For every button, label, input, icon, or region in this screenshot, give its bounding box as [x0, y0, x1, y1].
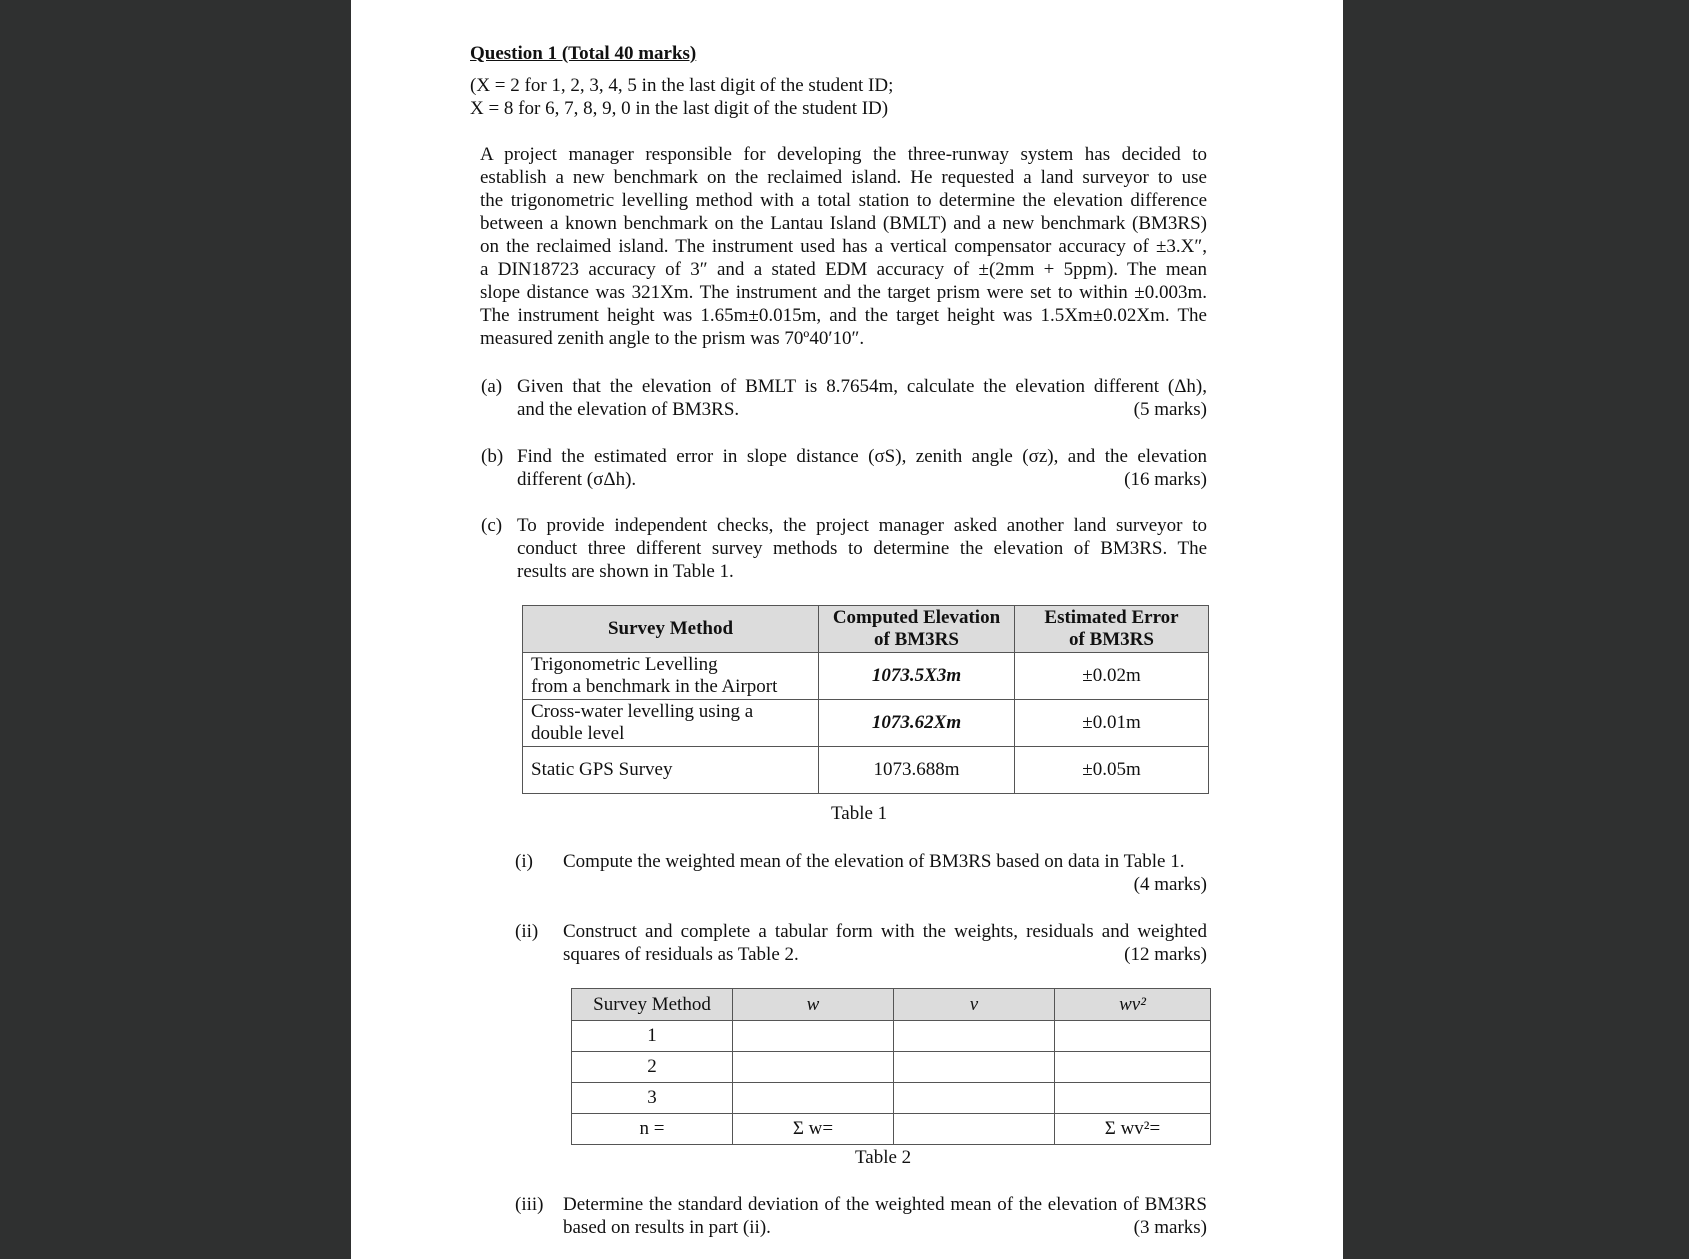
part-b-label: (b)	[481, 446, 504, 467]
table1-elevation-cell: 1073.62Xm	[819, 700, 1015, 747]
table-1	[522, 605, 1209, 794]
table2-cell	[733, 1021, 894, 1052]
table1-caption: Table 1	[831, 803, 888, 824]
table-2	[571, 988, 1211, 1145]
part-b-line: different (σΔh).	[517, 469, 637, 490]
method-line: Cross-water levelling using a	[531, 701, 754, 722]
intro-paragraph	[480, 143, 1207, 350]
x-rule-1: (X = 2 for 1, 2, 3, 4, 5 in the last digit of the student ID;	[470, 75, 894, 96]
part-a-marks: (5 marks)	[1133, 399, 1207, 420]
intro-line: the trigonometric levelling method with a total station to determine the elevation difference	[480, 190, 1207, 211]
table1-error-cell: ±0.01m	[1015, 700, 1209, 747]
method-line: double level	[531, 723, 625, 744]
table2-cell	[894, 1083, 1055, 1114]
table2-footer-sum-wv2: Σ wv²=	[1055, 1114, 1211, 1145]
table2-row-index: 2	[572, 1052, 733, 1083]
table-row	[572, 1083, 1211, 1114]
x-rule-2: X = 8 for 6, 7, 8, 9, 0 in the last digit of the student ID)	[470, 98, 889, 119]
table1-elevation-cell: 1073.688m	[819, 747, 1015, 794]
table2-row-index: 1	[572, 1021, 733, 1052]
intro-line: a DIN18723 accuracy of 3″ and a stated EDM accuracy of ±(2mm + 5ppm). The mean	[480, 259, 1207, 280]
table2-footer-empty	[894, 1114, 1055, 1145]
part-b-text	[517, 445, 1207, 491]
table2-header-wv2: wv²	[1055, 989, 1211, 1021]
table1-error-cell: ±0.02m	[1015, 653, 1209, 700]
sub-iii-text	[563, 1193, 1207, 1239]
table2-row-index: 3	[572, 1083, 733, 1114]
part-c-line: conduct three different survey methods to determine the elevation of BM3RS. The	[517, 538, 1207, 559]
part-c-label: (c)	[481, 515, 503, 536]
intro-line: establish a new benchmark on the reclaimed island. He requested a land surveyor to use	[480, 167, 1207, 188]
table-row	[523, 653, 1209, 700]
table1-header-error	[1015, 606, 1209, 653]
table2-cell	[1055, 1021, 1211, 1052]
table1-header-elevation-line2: of BM3RS	[874, 629, 959, 650]
sub-ii-marks: (12 marks)	[1124, 944, 1207, 965]
part-a-line: Given that the elevation of BMLT is 8.7654m, calculate the elevation different (Δh),	[517, 376, 1207, 397]
sub-ii-text	[563, 920, 1207, 966]
table1-method-cell	[523, 700, 819, 747]
table1-header-elevation-line1: Computed Elevation	[832, 607, 1001, 628]
method-line: from a benchmark in the Airport	[531, 676, 778, 697]
part-a-label: (a)	[481, 376, 503, 397]
sub-i-text: Compute the weighted mean of the elevation of BM3RS based on data in Table 1.	[563, 851, 1185, 872]
method-line: Trigonometric Levelling	[531, 654, 718, 675]
table-row	[572, 1052, 1211, 1083]
question-title: Question 1 (Total 40 marks)	[470, 43, 697, 64]
part-c-line: To provide independent checks, the project manager asked another land surveyor to	[517, 515, 1207, 536]
table2-cell	[1055, 1052, 1211, 1083]
table1-method-cell	[523, 747, 819, 794]
method-line: Static GPS Survey	[531, 759, 673, 780]
sub-ii-line: Construct and complete a tabular form with the weights, residuals and weighted	[563, 921, 1207, 942]
table-row	[523, 700, 1209, 747]
sub-iii-label: (iii)	[515, 1194, 544, 1215]
intro-line: on the reclaimed island. The instrument used has a vertical compensator accuracy of ±3.X″,	[480, 236, 1207, 257]
table2-cell	[894, 1021, 1055, 1052]
part-c-line: results are shown in Table 1.	[517, 561, 734, 582]
sub-iii-line: based on results in part (ii).	[563, 1217, 771, 1238]
table2-cell	[894, 1052, 1055, 1083]
part-a-text	[517, 375, 1207, 421]
table-row	[523, 747, 1209, 794]
part-c-text	[517, 514, 1207, 583]
table2-header-method: Survey Method	[572, 989, 733, 1021]
intro-line: between a known benchmark on the Lantau Island (BMLT) and a new benchmark (BM3RS)	[480, 213, 1207, 234]
table1-header-error-line1: Estimated Error	[1044, 607, 1179, 628]
intro-line: The instrument height was 1.65m±0.015m, and the target height was 1.5Xm±0.02Xm. The	[480, 305, 1207, 326]
table1-header-error-line2: of BM3RS	[1069, 629, 1154, 650]
table2-footer-sum-w: Σ w=	[733, 1114, 894, 1145]
part-b-marks: (16 marks)	[1124, 469, 1207, 490]
table-row	[572, 1021, 1211, 1052]
table1-header-method: Survey Method	[523, 606, 819, 653]
intro-line: slope distance was 321Xm. The instrument and the target prism were set to within ±0.003m.	[480, 282, 1207, 303]
table2-caption: Table 2	[855, 1147, 912, 1168]
sub-iii-marks: (3 marks)	[1133, 1217, 1207, 1238]
table1-error-cell: ±0.05m	[1015, 747, 1209, 794]
sub-i-marks: (4 marks)	[1133, 874, 1207, 895]
table-row	[572, 1114, 1211, 1145]
table2-cell	[733, 1052, 894, 1083]
part-a-line: and the elevation of BM3RS.	[517, 399, 740, 420]
table2-cell	[733, 1083, 894, 1114]
table1-header-elevation	[819, 606, 1015, 653]
sub-i-label: (i)	[515, 851, 533, 872]
table2-header-w: w	[733, 989, 894, 1021]
table2-cell	[1055, 1083, 1211, 1114]
sub-iii-line: Determine the standard deviation of the weighted mean of the elevation of BM3RS	[563, 1194, 1207, 1215]
part-b-line: Find the estimated error in slope distance (σS), zenith angle (σz), and the elevation	[517, 446, 1207, 467]
document-page	[351, 0, 1343, 1259]
table2-footer-n: n =	[572, 1114, 733, 1145]
sub-ii-label: (ii)	[515, 921, 539, 942]
sub-ii-line: squares of residuals as Table 2.	[563, 944, 799, 965]
table1-elevation-cell: 1073.5X3m	[819, 653, 1015, 700]
table1-method-cell	[523, 653, 819, 700]
table2-header-v: v	[894, 989, 1055, 1021]
intro-line: A project manager responsible for developing the three-runway system has decided to	[480, 144, 1207, 165]
intro-line: measured zenith angle to the prism was 70º40′10″.	[480, 328, 865, 349]
